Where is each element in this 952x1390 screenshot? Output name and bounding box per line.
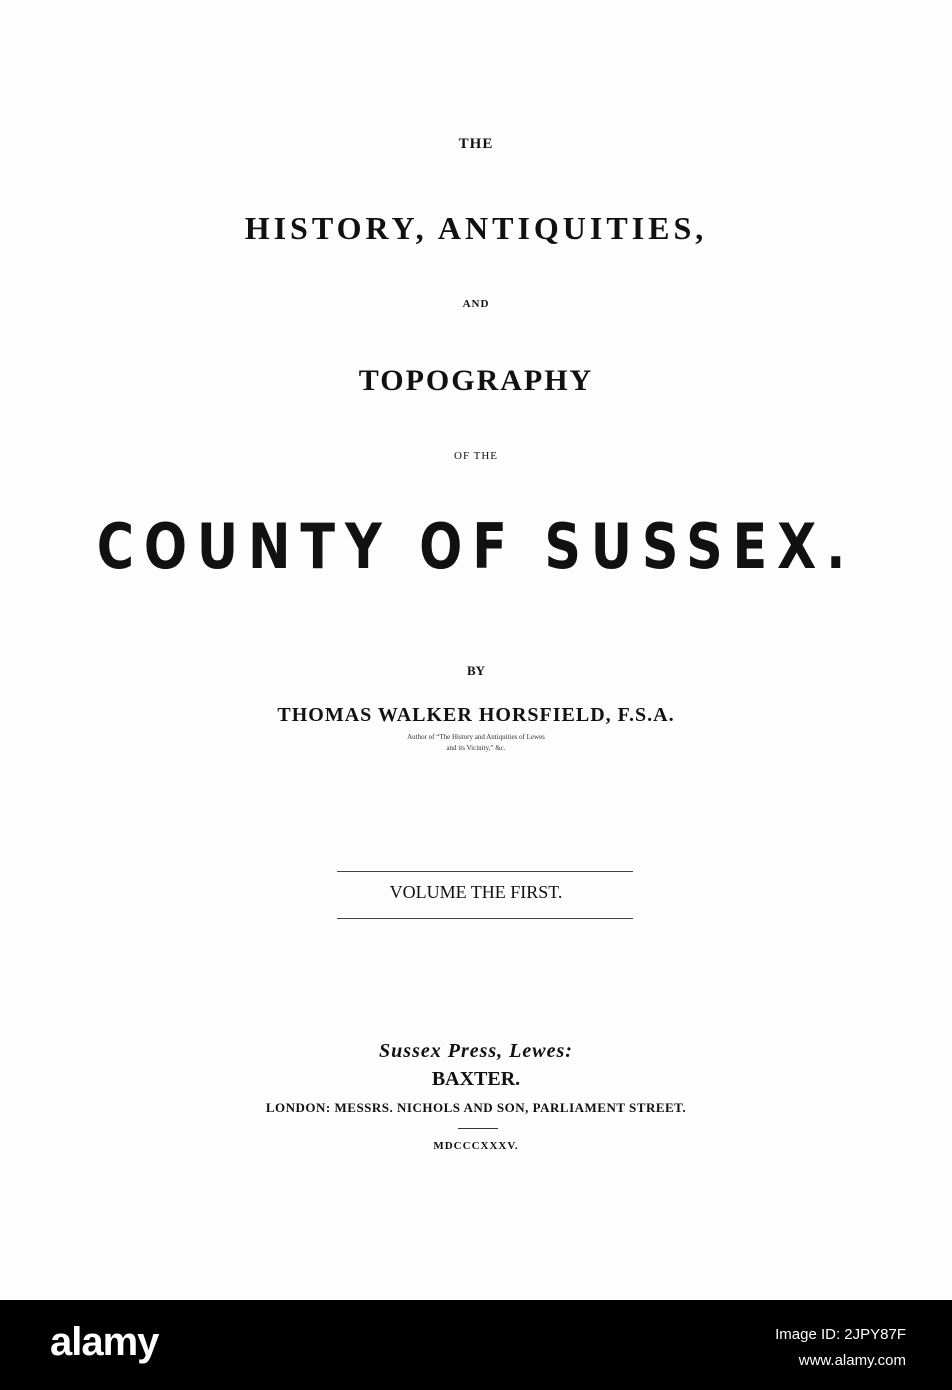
press-name: Sussex Press, Lewes: (379, 1040, 573, 1062)
date-rule (458, 1128, 498, 1129)
printer-name: BAXTER. (431, 1068, 521, 1090)
volume-rule-bottom (337, 918, 633, 919)
watermark-image-id: Image ID: 2JPY87F (775, 1326, 906, 1343)
watermark-site: www.alamy.com (798, 1352, 906, 1369)
publication-date: MDCCCXXXV. (433, 1140, 519, 1152)
author-credit (0, 732, 952, 754)
author-name: THOMAS WALKER HORSFIELD, F.S.A. (277, 704, 675, 726)
publisher-line: LONDON: MESSRS. NICHOLS AND SON, PARLIAMENT STREET. (265, 1100, 687, 1115)
watermark-logo: alamy (50, 1320, 159, 1364)
heading-and: AND (462, 298, 490, 310)
heading-county: COUNTY OF SUSSEX. (96, 510, 856, 583)
watermark-banner (0, 1300, 952, 1390)
watermark-info (775, 1322, 906, 1374)
heading-topography: TOPOGRAPHY (358, 364, 594, 397)
author-credit-line-2: and its Vicinity,” &c. (446, 744, 506, 752)
heading-history: HISTORY, ANTIQUITIES, (244, 210, 708, 246)
byline-by: BY (466, 663, 486, 678)
heading-of-the: OF THE (454, 450, 498, 462)
volume-label: VOLUME THE FIRST. (389, 882, 563, 902)
volume-rule-top (337, 871, 633, 872)
author-credit-line-1: Author of “The History and Antiquities of Lewes (407, 733, 545, 741)
heading-the: THE (458, 136, 494, 152)
